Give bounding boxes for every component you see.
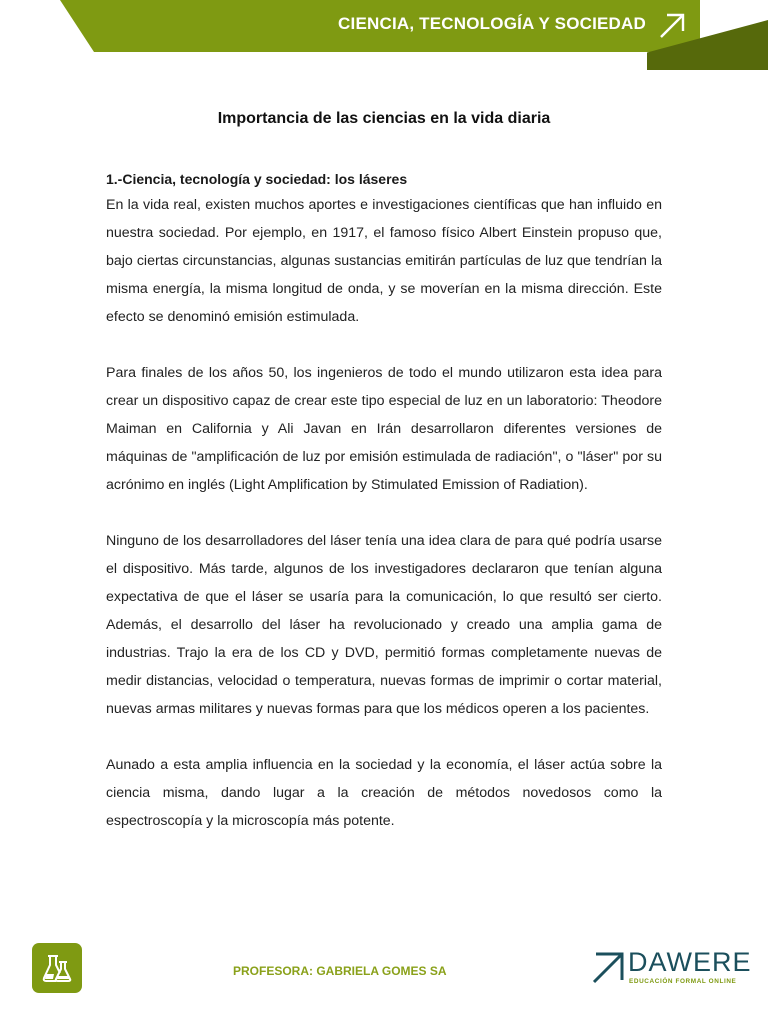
document-body — [106, 167, 662, 863]
section-heading: 1.-Ciencia, tecnología y sociedad: los láseres — [106, 171, 408, 187]
paragraph: Aunado a esta amplia influencia en la sociedad y la economía, el láser actúa sobre la ciencia misma, dando lugar a la creación de métodos novedosos como la espectroscopía y la microscopía más potente. — [106, 757, 662, 829]
logo-name: DAWERE — [628, 947, 752, 977]
flasks-icon — [41, 952, 73, 984]
course-title: CIENCIA, TECNOLOGÍA Y SOCIEDAD — [338, 14, 646, 33]
paragraph: Para finales de los años 50, los ingenieros de todo el mundo utilizaron esta idea para crear un dispositivo capaz de crear este tipo especial de luz en un laboratorio: Theodore Maiman en California y Ali Javan en Irán desarrollaron diferentes versiones de máquinas de "amplificación de luz por emisión estimulada de radiación", o "láser" por su acrónimo en inglés (Light Amplification by Stimulated Emission of Radiation). — [106, 365, 662, 493]
document-title: Importancia de las ciencias en la vida diaria — [217, 110, 551, 127]
dawere-arrow-icon — [590, 950, 626, 986]
diagonal-arrow-icon — [658, 12, 686, 40]
subject-badge — [32, 943, 82, 993]
logo-tagline: EDUCACIÓN FORMAL ONLINE — [629, 978, 737, 985]
teacher-name: PROFESORA: GABRIELA GOMES SA — [233, 964, 447, 978]
paragraph: Ninguno de los desarrolladores del láser tenía una idea clara de para qué podría usarse el dispositivo. Más tarde, algunos de los investigadores declararon que tenían alguna expectativa de que el láser se usaría para la comunicación, lo que resultó ser cierto. Además, el desarrollo del láser ha revolucionado y creado una amplia gama de industrias. Trajo la era de los CD y DVD, permitió formas completamente nuevas de medir distancias, velocidad o temperatura, nuevas formas de imprimir o cortar material, nuevas armas militares y nuevas formas para que los médicos operen a los pacientes. — [106, 533, 662, 717]
paragraph: En la vida real, existen muchos aportes e investigaciones científicas que han influido en nuestra sociedad. Por ejemplo, en 1917, el famoso físico Albert Einstein propuso que, bajo ciertas circunstancias, algunas sustancias emitirán partículas de luz que tendrían la misma energía, la misma longitud de onda, y se moverían en la misma dirección. Este efecto se denominó emisión estimulada. — [106, 197, 662, 325]
